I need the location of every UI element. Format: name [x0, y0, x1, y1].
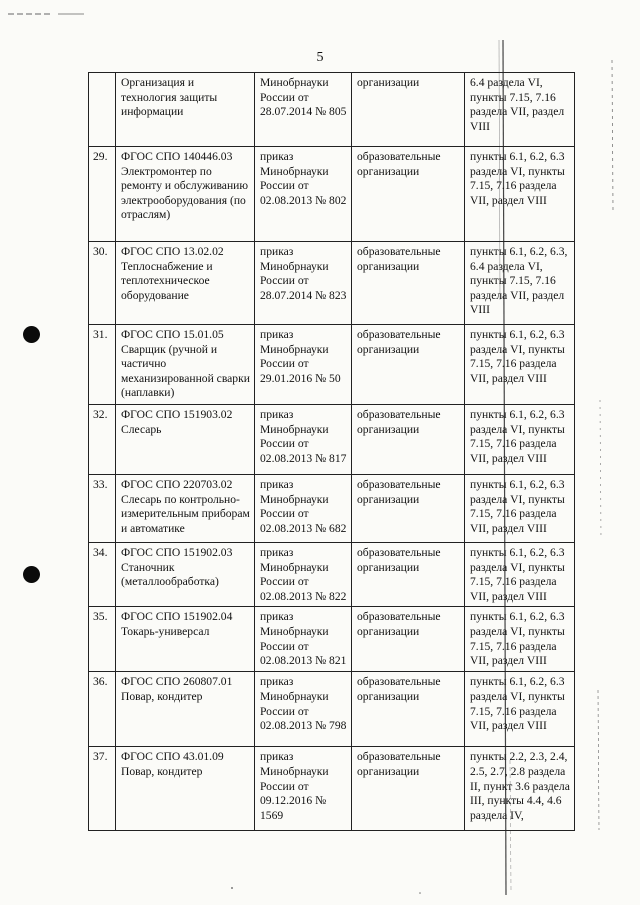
row-number: 35.	[89, 607, 116, 672]
table-row	[89, 543, 575, 607]
approval-order: приказ Минобрнауки России от 02.08.2013 № 802	[255, 147, 352, 242]
subject-of-control: образовательные организации	[352, 672, 465, 747]
requirements-points: пункты 2.2, 2.3, 2.4, 2.5, 2.7, 2.8 раздела II, пункт 3.6 раздела III, пункты 4.4, 4.6 раздела IV,	[465, 747, 575, 831]
standard-name: ФГОС СПО 151902.03 Станочник (металлообработка)	[116, 543, 255, 607]
subject-of-control: образовательные организации	[352, 747, 465, 831]
requirements-points: пункты 6.1, 6.2, 6.3, 6.4 раздела VI, пункты 7.15, 7.16 раздела VII, раздел VIII	[465, 242, 575, 325]
subject-of-control: образовательные организации	[352, 147, 465, 242]
page-number: 5	[316, 50, 324, 65]
approval-order: приказ Минобрнауки России от 29.01.2016 № 50	[255, 325, 352, 405]
subject-of-control: образовательные организации	[352, 543, 465, 607]
approval-order: приказ Минобрнауки России от 28.07.2014 № 823	[255, 242, 352, 325]
approval-order: Минобрнауки России от 28.07.2014 № 805	[255, 73, 352, 147]
subject-of-control: образовательные организации	[352, 607, 465, 672]
row-number	[89, 73, 116, 147]
requirements-points: пункты 6.1, 6.2, 6.3 раздела VI, пункты 7.15, 7.16 раздела VII, раздел VIII	[465, 543, 575, 607]
table-row	[89, 242, 575, 325]
standard-name: ФГОС СПО 151903.02 Слесарь	[116, 405, 255, 475]
table-row	[89, 475, 575, 543]
row-number: 33.	[89, 475, 116, 543]
standard-name: ФГОС СПО 140446.03 Электромонтер по ремонту и обслуживанию электрооборудования (по отраслям)	[116, 147, 255, 242]
standards-table	[88, 72, 575, 831]
subject-of-control: образовательные организации	[352, 405, 465, 475]
table-row	[89, 405, 575, 475]
standard-name: ФГОС СПО 151902.04 Токарь-универсал	[116, 607, 255, 672]
subject-of-control: образовательные организации	[352, 242, 465, 325]
row-number: 30.	[89, 242, 116, 325]
subject-of-control: образовательные организации	[352, 325, 465, 405]
row-number: 36.	[89, 672, 116, 747]
standard-name: ФГОС СПО 43.01.09 Повар, кондитер	[116, 747, 255, 831]
table-row	[89, 147, 575, 242]
approval-order: приказ Минобрнауки России от 02.08.2013 № 817	[255, 405, 352, 475]
approval-order: приказ Минобрнауки России от 02.08.2013 № 821	[255, 607, 352, 672]
requirements-points: пункты 6.1, 6.2, 6.3 раздела VI, пункты 7.15, 7.16 раздела VII, раздел VIII	[465, 405, 575, 475]
subject-of-control: организации	[352, 73, 465, 147]
row-number: 31.	[89, 325, 116, 405]
row-number: 37.	[89, 747, 116, 831]
subject-of-control: образовательные организации	[352, 475, 465, 543]
standard-name: ФГОС СПО 13.02.02 Теплоснабжение и теплотехническое оборудование	[116, 242, 255, 325]
standard-name: ФГОС СПО 260807.01 Повар, кондитер	[116, 672, 255, 747]
approval-order: приказ Минобрнауки России от 09.12.2016 № 1569	[255, 747, 352, 831]
row-number: 29.	[89, 147, 116, 242]
approval-order: приказ Минобрнауки России от 02.08.2013 № 822	[255, 543, 352, 607]
standard-name: ФГОС СПО 15.01.05 Сварщик (ручной и частично механизированной сварки (наплавки)	[116, 325, 255, 405]
standard-name: ФГОС СПО 220703.02 Слесарь по контрольно-измерительным приборам и автоматике	[116, 475, 255, 543]
approval-order: приказ Минобрнауки России от 02.08.2013 № 682	[255, 475, 352, 543]
requirements-points: пункты 6.1, 6.2, 6.3 раздела VI, пункты 7.15, 7.16 раздела VII, раздел VIII	[465, 672, 575, 747]
punch-hole-bottom	[23, 566, 40, 583]
requirements-points: пункты 6.1, 6.2, 6.3 раздела VI, пункты 7.15, 7.16 раздела VII, раздел VIII	[465, 325, 575, 405]
requirements-points: пункты 6.1, 6.2, 6.3 раздела VI, пункты 7.15, 7.16 раздела VII, раздел VIII	[465, 147, 575, 242]
requirements-points: 6.4 раздела VI, пункты 7.15, 7.16 раздела VII, раздел VIII	[465, 73, 575, 147]
requirements-points: пункты 6.1, 6.2, 6.3 раздела VI, пункты 7.15, 7.16 раздела VII, раздел VIII	[465, 475, 575, 543]
table-row	[89, 672, 575, 747]
approval-order: приказ Минобрнауки России от 02.08.2013 № 798	[255, 672, 352, 747]
row-number: 34.	[89, 543, 116, 607]
table-row	[89, 607, 575, 672]
standard-name: Организация и технология защиты информации	[116, 73, 255, 147]
table-row	[89, 747, 575, 831]
table-row	[89, 73, 575, 147]
requirements-points: пункты 6.1, 6.2, 6.3 раздела VI, пункты 7.15, 7.16 раздела VII, раздел VIII	[465, 607, 575, 672]
row-number: 32.	[89, 405, 116, 475]
table-row	[89, 325, 575, 405]
punch-hole-top	[23, 326, 40, 343]
